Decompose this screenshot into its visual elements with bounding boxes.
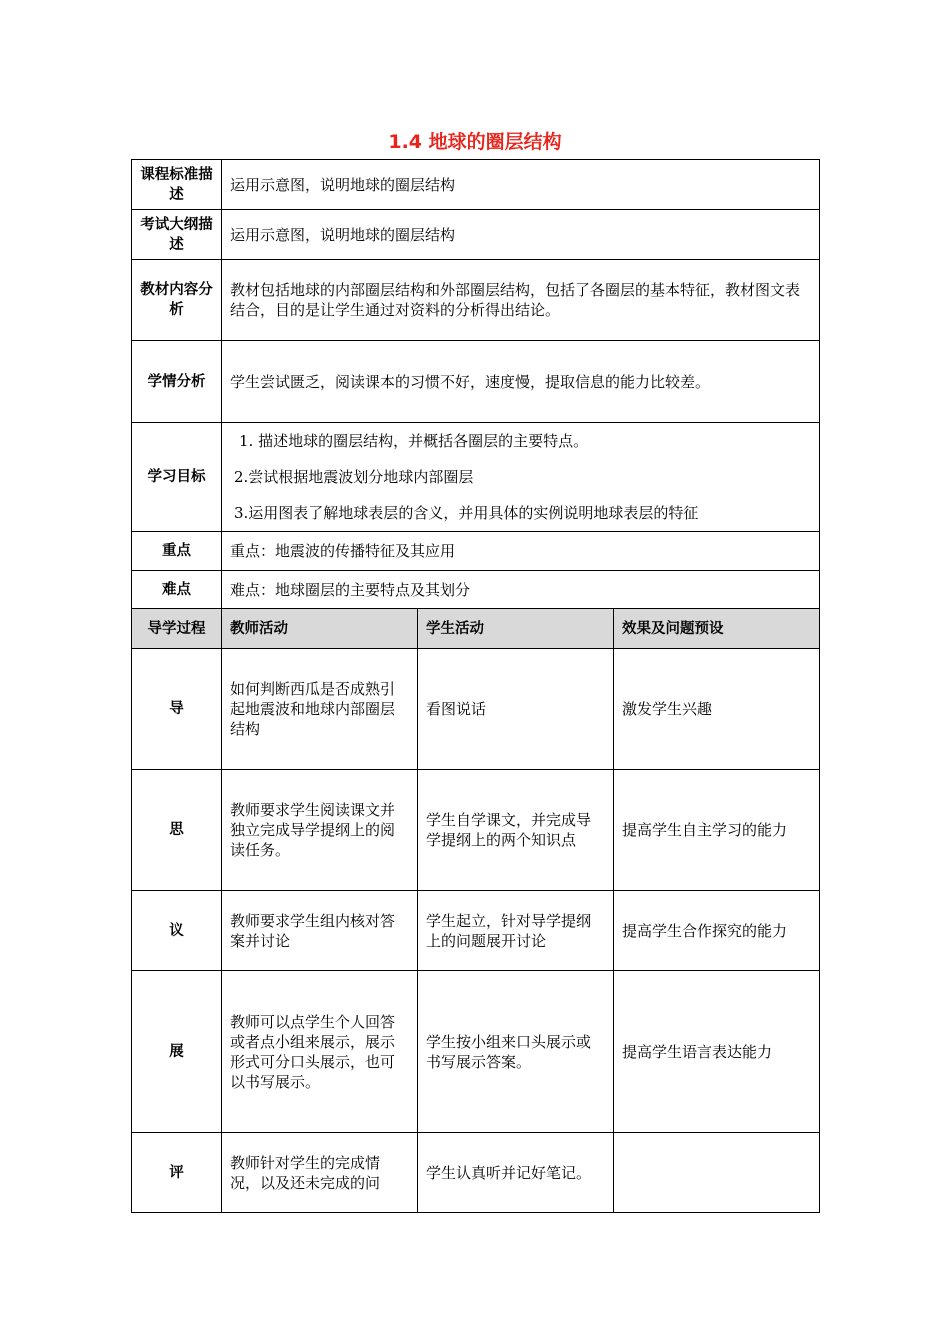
effect-preset: 提高学生合作探究的能力 (614, 891, 820, 971)
student-activity: 学生认真听并记好笔记。 (418, 1133, 614, 1213)
student-activity: 学生自学课文，并完成导学提纲上的两个知识点 (418, 770, 614, 891)
row-key-point (132, 532, 820, 571)
label-learning-goals: 学习目标 (132, 423, 222, 532)
label-exam-syllabus: 考试大纲描述 (132, 210, 222, 260)
process-row (132, 649, 820, 770)
label-content-analysis: 教材内容分析 (132, 260, 222, 341)
header-process: 导学过程 (132, 609, 222, 649)
effect-preset: 提高学生语言表达能力 (614, 971, 820, 1133)
row-learning-goals (132, 423, 820, 532)
teacher-activity: 教师针对学生的完成情况，以及还未完成的问 (222, 1133, 418, 1213)
lesson-plan-table (131, 159, 820, 1213)
header-effect: 效果及问题预设 (614, 609, 820, 649)
goal-item: 2.尝试根据地震波划分地球内部圈层 (234, 468, 474, 486)
text-key-point: 重点：地震波的传播特征及其应用 (222, 532, 820, 571)
effect-preset: 激发学生兴趣 (614, 649, 820, 770)
goal-item: 1. 描述地球的圈层结构，并概括各圈层的主要特点。 (239, 432, 589, 450)
list-learning-goals (222, 423, 820, 532)
student-activity: 学生起立，针对导学提纲上的问题展开讨论 (418, 891, 614, 971)
effect-preset: 提高学生自主学习的能力 (614, 770, 820, 891)
stage-label: 展 (132, 971, 222, 1133)
text-difficulty: 难点：地球圈层的主要特点及其划分 (222, 571, 820, 609)
page-title: 1.4 地球的圈层结构 (388, 131, 562, 153)
row-course-standard (132, 160, 820, 210)
label-student-analysis: 学情分析 (132, 341, 222, 423)
goal-item: 3.运用图表了解地球表层的含义，并用具体的实例说明地球表层的特征 (234, 504, 699, 522)
label-difficulty: 难点 (132, 571, 222, 609)
header-student: 学生活动 (418, 609, 614, 649)
stage-label: 议 (132, 891, 222, 971)
process-header-row (132, 609, 820, 649)
teacher-activity: 如何判断西瓜是否成熟引起地震波和地球内部圈层结构 (222, 649, 418, 770)
teacher-activity: 教师可以点学生个人回答或者点小组来展示，展示形式可分口头展示，也可以书写展示。 (222, 971, 418, 1133)
teacher-activity: 教师要求学生阅读课文并独立完成导学提纲上的阅读任务。 (222, 770, 418, 891)
text-student-analysis: 学生尝试匮乏，阅读课本的习惯不好，速度慢，提取信息的能力比较差。 (222, 341, 820, 423)
student-activity: 学生按小组来口头展示或书写展示答案。 (418, 971, 614, 1133)
stage-label: 评 (132, 1133, 222, 1213)
row-content-analysis (132, 260, 820, 341)
label-key-point: 重点 (132, 532, 222, 571)
row-student-analysis (132, 341, 820, 423)
effect-preset (614, 1133, 820, 1213)
header-teacher: 教师活动 (222, 609, 418, 649)
text-course-standard: 运用示意图，说明地球的圈层结构 (222, 160, 820, 210)
student-activity: 看图说话 (418, 649, 614, 770)
process-row (132, 971, 820, 1133)
text-exam-syllabus: 运用示意图，说明地球的圈层结构 (222, 210, 820, 260)
row-difficulty (132, 571, 820, 609)
process-row (132, 1133, 820, 1213)
teacher-activity: 教师要求学生组内核对答案并讨论 (222, 891, 418, 971)
row-exam-syllabus (132, 210, 820, 260)
label-course-standard: 课程标准描述 (132, 160, 222, 210)
stage-label: 思 (132, 770, 222, 891)
stage-label: 导 (132, 649, 222, 770)
process-row (132, 891, 820, 971)
process-row (132, 770, 820, 891)
text-content-analysis: 教材包括地球的内部圈层结构和外部圈层结构，包括了各圈层的基本特征，教材图文表结合，目的是让学生通过对资料的分析得出结论。 (222, 260, 820, 341)
